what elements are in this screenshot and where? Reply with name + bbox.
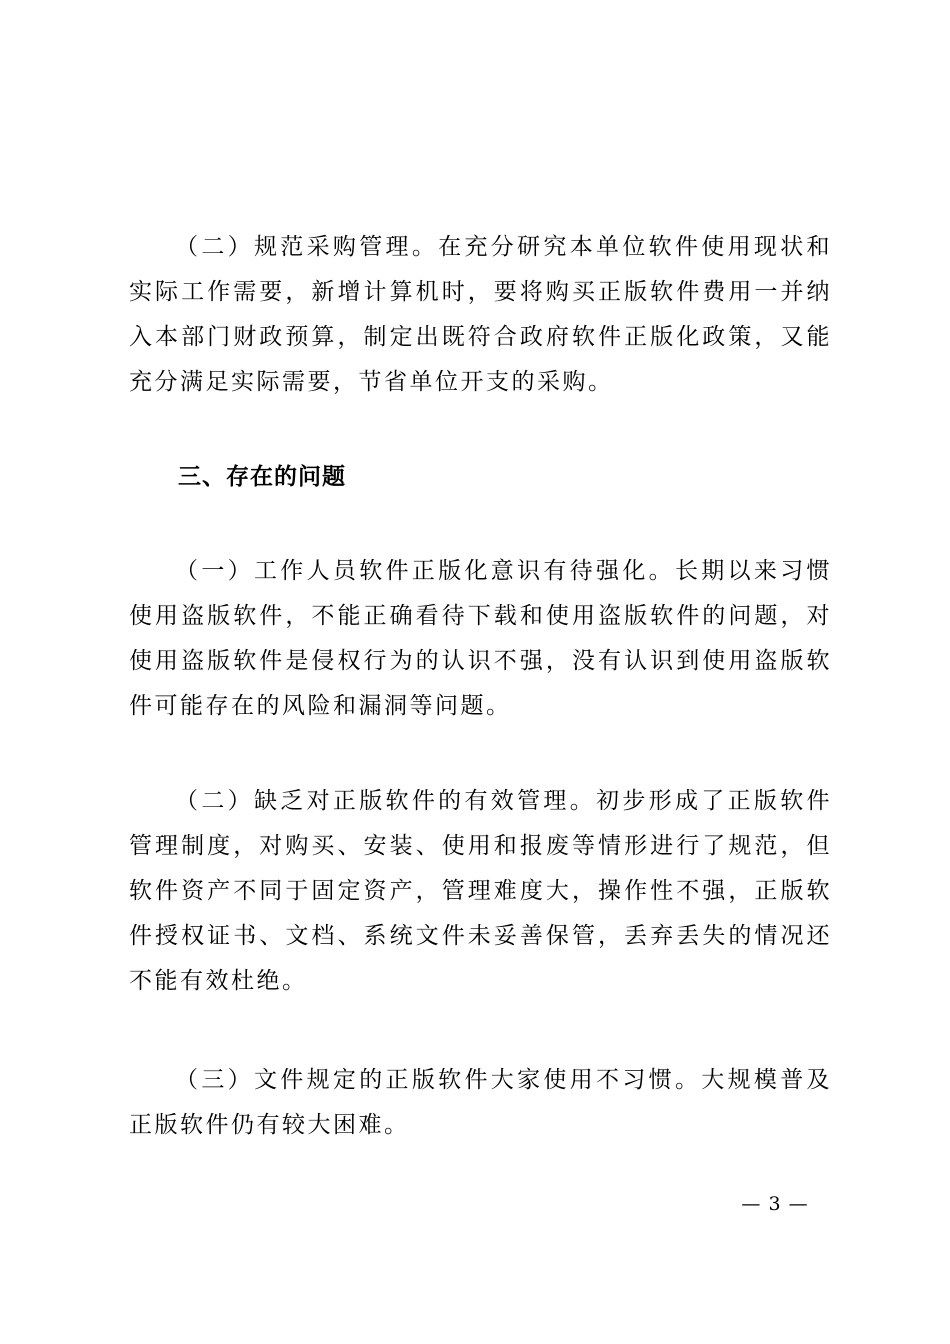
- paragraph-body: 长期以来习惯使用盗版软件，不能正确看待下载和使用盗版软件的问题，对使用盗版软件是侵权行为的认识不强，没有认识到使用盗版软件可能存在的风险和漏洞等问题。: [129, 558, 832, 719]
- paragraph-management: [129, 779, 832, 1004]
- paragraph-lead: （三）文件规定的正版软件大家使用不习惯。: [175, 1067, 702, 1093]
- section-heading-existing-problems: 三、存在的问题: [178, 464, 346, 490]
- paragraph-body: 大规模普及正版软件仍有较大困难。: [129, 1067, 832, 1138]
- page-number: — 3 —: [741, 1193, 809, 1215]
- paragraph-lead: （二）规范采购管理。: [175, 234, 439, 260]
- paragraph-awareness: [129, 549, 832, 729]
- paragraph-standardize-procurement: [129, 225, 832, 405]
- paragraph-lead: （二）缺乏对正版软件的有效管理。: [175, 788, 596, 814]
- paragraph-body: 初步形成了正版软件管理制度，对购买、安装、使用和报废等情形进行了规范，但软件资产不同于固定资产，管理难度大，操作性不强，正版软件授权证书、文档、系统文件未妥善保管，丢弃丢失的情况还不能有效杜绝。: [129, 788, 832, 994]
- paragraph-lead: （一）工作人员软件正版化意识有待强化。: [175, 558, 675, 584]
- paragraph-body: 在充分研究本单位软件使用现状和实际工作需要，新增计算机时，要将购买正版软件费用一并纳入本部门财政预算，制定出既符合政府软件正版化政策，又能充分满足实际需要，节省单位开支的采购。: [129, 234, 832, 395]
- paragraph-usage-habits: [129, 1058, 832, 1148]
